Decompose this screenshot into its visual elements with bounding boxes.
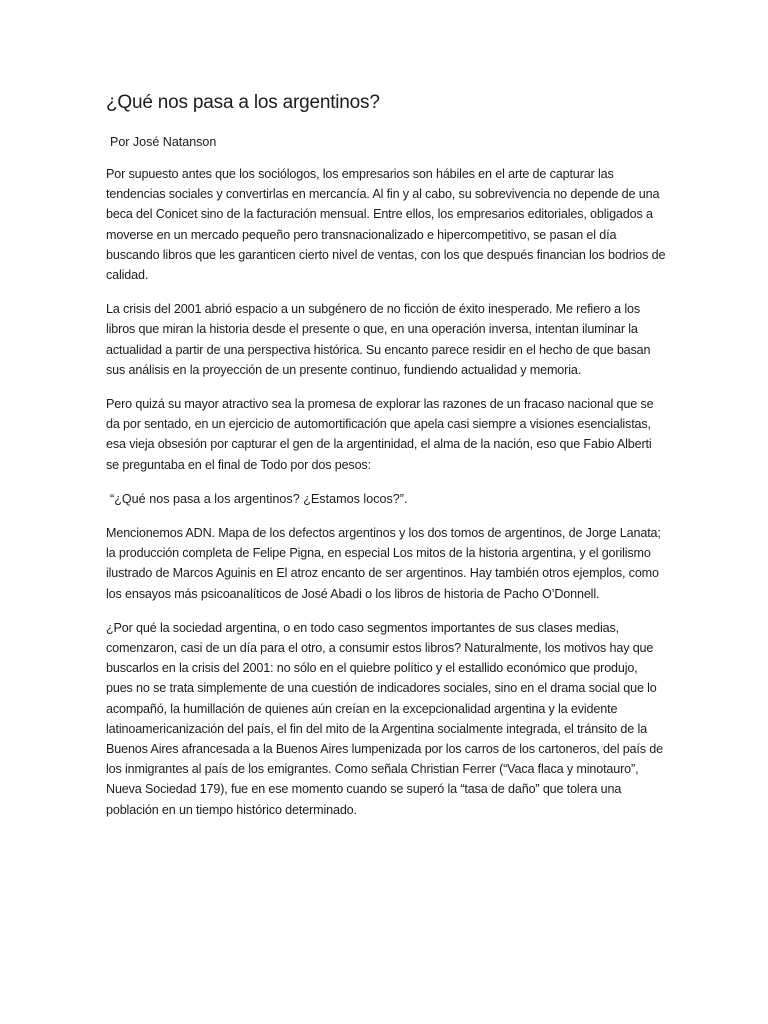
article-body bbox=[106, 164, 666, 834]
paragraph-1: Por supuesto antes que los sociólogos, los empresarios son hábiles en el arte de capturar las tendencias sociales y convertirlas en mercancía. Al fin y al cabo, su sobrevivencia no depende de una beca del Conicet sino de la facturación mensual. Entre ellos, los empresarios editoriales, obligados a moverse en un mercado pequeño pero transnacionalizado e hipercompetitivo, se pasan el día buscando libros que les garanticen cierto nivel de ventas, con los que después financian los bodrios de calidad. bbox=[106, 167, 666, 283]
paragraph-5: ¿Por qué la sociedad argentina, o en todo caso segmentos importantes de sus clases medias, comenzaron, casi de un día para el otro, a consumir estos libros? Naturalmente, los motivos hay que buscarlos en la crisis del 2001: no sólo en el quiebre político y el estallido económico que produjo, pues no se trata simplemente de una cuestión de indicadores sociales, sino en el drama social que lo acompañó, la humillación de quienes aún creían en la excepcionalidad argentina y la evidente latinoamericanización del país, el fin del mito de la Argentina socialmente integrada, el tránsito de la Buenos Aires afrancesada a la Buenos Aires lumpenizada por los carros de los cartoneros, del país de los inmigrantes al país de los emigrantes. Como señala Christian Ferrer (“Vaca flaca y minotauro”, Nueva Sociedad 179), fue en ese momento cuando se superó la “tasa de daño” que tolera una población en un tiempo histórico determinado. bbox=[106, 620, 663, 817]
article-byline: Por José Natanson bbox=[110, 135, 217, 149]
paragraph-2: La crisis del 2001 abrió espacio a un subgénero de no ficción de éxito inesperado. Me refiero a los libros que miran la historia desde el presente o que, en una operación inversa, intentan iluminar la actualidad a partir de una perspectiva histórica. Su encanto parece residir en el hecho de que basan sus análisis en la proyección de un presente continuo, fundiendo actualidad y memoria. bbox=[106, 302, 651, 377]
article-title: ¿Qué nos pasa a los argentinos? bbox=[106, 92, 380, 113]
quote-line: “¿Qué nos pasa a los argentinos? ¿Estamos locos?”. bbox=[110, 491, 408, 506]
paragraph-3: Pero quizá su mayor atractivo sea la promesa de explorar las razones de un fracaso nacional que se da por sentado, en un ejercicio de automortificación que apela casi siempre a visiones esencialistas, esa vieja obsesión por capturar el gen de la argentinidad, el alma de la nación, eso que Fabio Alberti se preguntaba en el final de Todo por dos pesos: bbox=[106, 397, 654, 472]
paragraph-4: Mencionemos ADN. Mapa de los defectos argentinos y los dos tomos de argentinos, de Jorge Lanata; la producción completa de Felipe Pigna, en especial Los mitos de la historia argentina, y el gorilismo ilustrado de Marcos Aguinis en El atroz encanto de ser argentinos. Hay también otros ejemplos, como los ensayos más psicoanalíticos de José Abadi o los libros de historia de Pacho O’Donnell. bbox=[106, 526, 661, 601]
